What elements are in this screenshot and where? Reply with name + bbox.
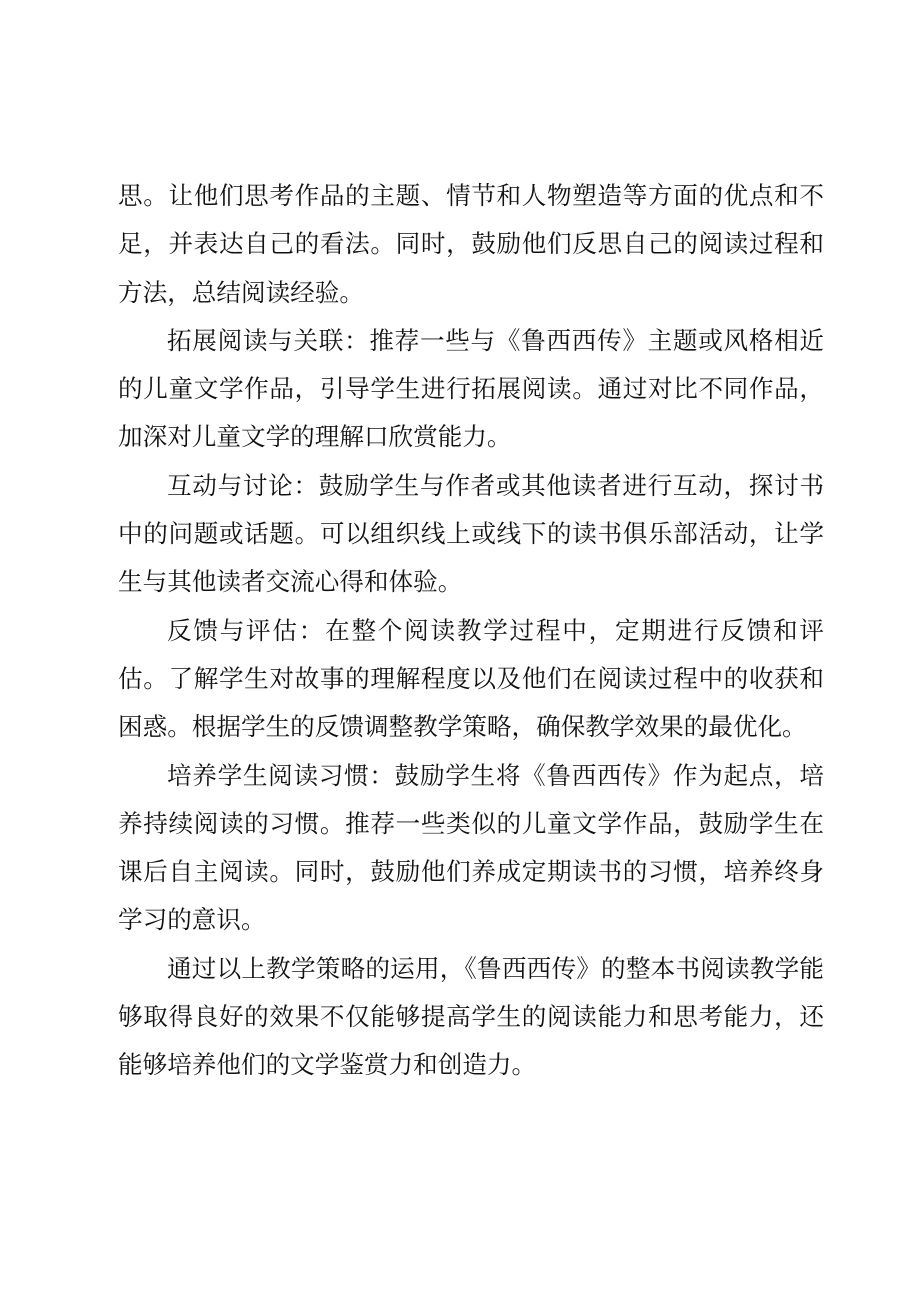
paragraph-reflection-continued: 思。让他们思考作品的主题、情节和人物塑造等方面的优点和不足，并表达自己的看法。同时，鼓励他们反思自己的阅读过程和方法，总结阅读经验。 bbox=[118, 181, 824, 307]
paragraph-reading-habits: 培养学生阅读习惯：鼓励学生将《鲁西西传》作为起点，培养持续阅读的习惯。推荐一些类似的儿童文学作品，鼓励学生在课后自主阅读。同时，鼓励他们养成定期读书的习惯，培养终身学习的意识。 bbox=[118, 760, 824, 935]
paragraph-feedback-evaluation: 反馈与评估：在整个阅读教学过程中，定期进行反馈和评估。了解学生对故事的理解程度以及他们在阅读过程中的收获和困惑。根据学生的反馈调整教学策略，确保教学效果的最优化。 bbox=[118, 615, 824, 742]
paragraph-conclusion: 通过以上教学策略的运用，《鲁西西传》的整本书阅读教学能够取得良好的效果不仅能够提高学生的阅读能力和思考能力，还能够培养他们的文学鉴赏力和创造力。 bbox=[118, 953, 824, 1080]
document-body bbox=[118, 172, 824, 1090]
paragraph-extended-reading: 拓展阅读与关联：推荐一些与《鲁西西传》主题或风格相近的儿童文学作品，引导学生进行拓展阅读。通过对比不同作品，加深对儿童文学的理解口欣赏能力。 bbox=[118, 325, 824, 452]
paragraph-interaction-discussion: 互动与讨论：鼓励学生与作者或其他读者进行互动，探讨书中的问题或话题。可以组织线上或线下的读书俱乐部活动，让学生与其他读者交流心得和体验。 bbox=[118, 470, 824, 597]
